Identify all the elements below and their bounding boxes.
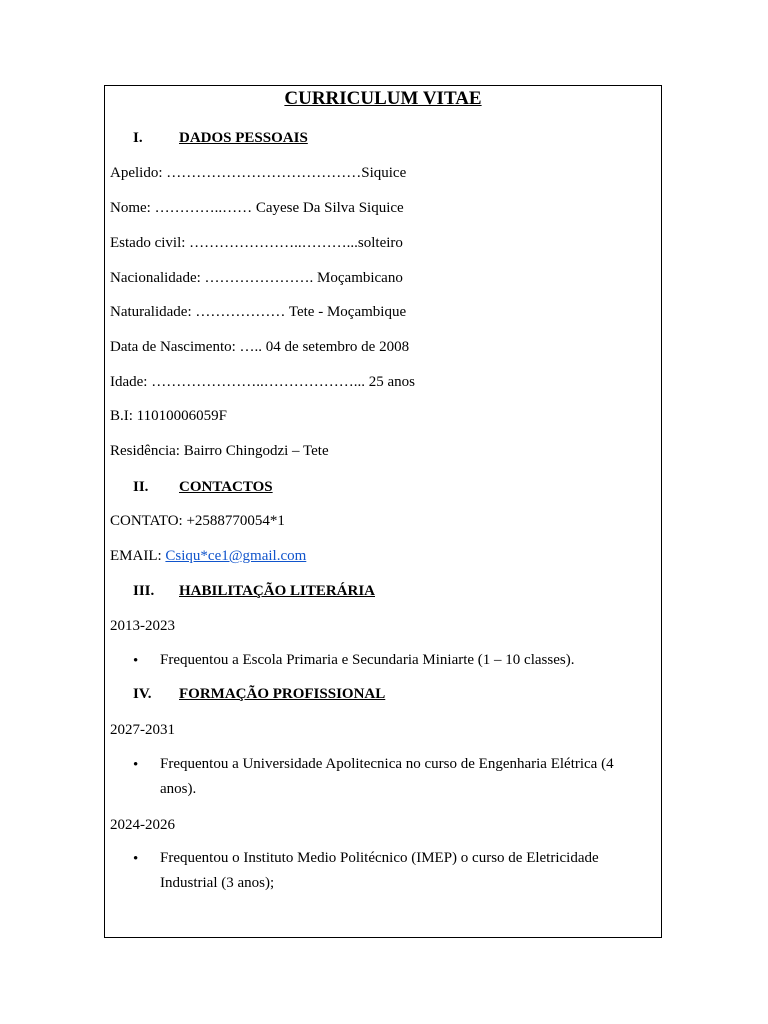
section-title: DADOS PESSOAIS [179,130,308,146]
education-item-text: Frequentou a Escola Primaria e Secundaria Miniarte (1 – 10 classes). [160,652,575,668]
contact-email-line [110,548,306,565]
field-nascimento: Data de Nascimento: ….. 04 de setembro de 2008 [110,339,410,355]
field-bi: B.I: 11010006059F [110,408,227,424]
training-item-text: Frequentou a Universidade Apolitecnica no curso de Engenharia Elétrica (4 anos). [160,756,614,797]
field-idade: Idade: …………………..………………... 25 anos [110,374,415,390]
training-item-text: Frequentou o Instituto Medio Politécnico (IMEP) o curso de Eletricidade Industrial (3 anos); [160,850,599,891]
section-heading-training [133,686,385,703]
training-period-2: 2024-2026 [110,817,175,833]
education-period: 2013-2023 [110,618,175,634]
field-estado-civil: Estado civil: …………………..………...solteiro [110,235,403,251]
email-link[interactable]: Csiqu*ce1@gmail.com [165,548,307,564]
section-number: IV. [133,686,152,702]
section-title: FORMAÇÃO PROFISSIONAL [179,686,386,702]
bullet-icon: • [133,851,139,867]
section-title: CONTACTOS [179,479,273,495]
section-number: III. [133,583,155,599]
section-number: II. [133,479,149,495]
field-apelido: Apelido: …………………………………Siquice [110,165,407,181]
bullet-icon: • [133,757,139,773]
section-heading-education [133,583,375,600]
field-naturalidade: Naturalidade: ……………… Tete - Moçambique [110,304,407,320]
section-title: HABILITAÇÃO LITERÁRIA [179,583,376,599]
field-residencia: Residência: Bairro Chingodzi – Tete [110,443,329,459]
field-nome: Nome: …………..…… Cayese Da Silva Siquice [110,200,404,216]
document-title: CURRICULUM VITAE [284,88,482,109]
field-nacionalidade: Nacionalidade: …………………. Moçambicano [110,270,403,286]
cv-frame [104,85,662,938]
training-period-1: 2027-2031 [110,722,175,738]
section-heading-contacts [133,479,273,496]
section-heading-personal [133,130,308,147]
email-label: EMAIL: [110,548,166,564]
contact-phone: CONTATO: +2588770054*1 [110,513,285,529]
bullet-icon: • [133,653,139,669]
section-number: I. [133,130,143,146]
